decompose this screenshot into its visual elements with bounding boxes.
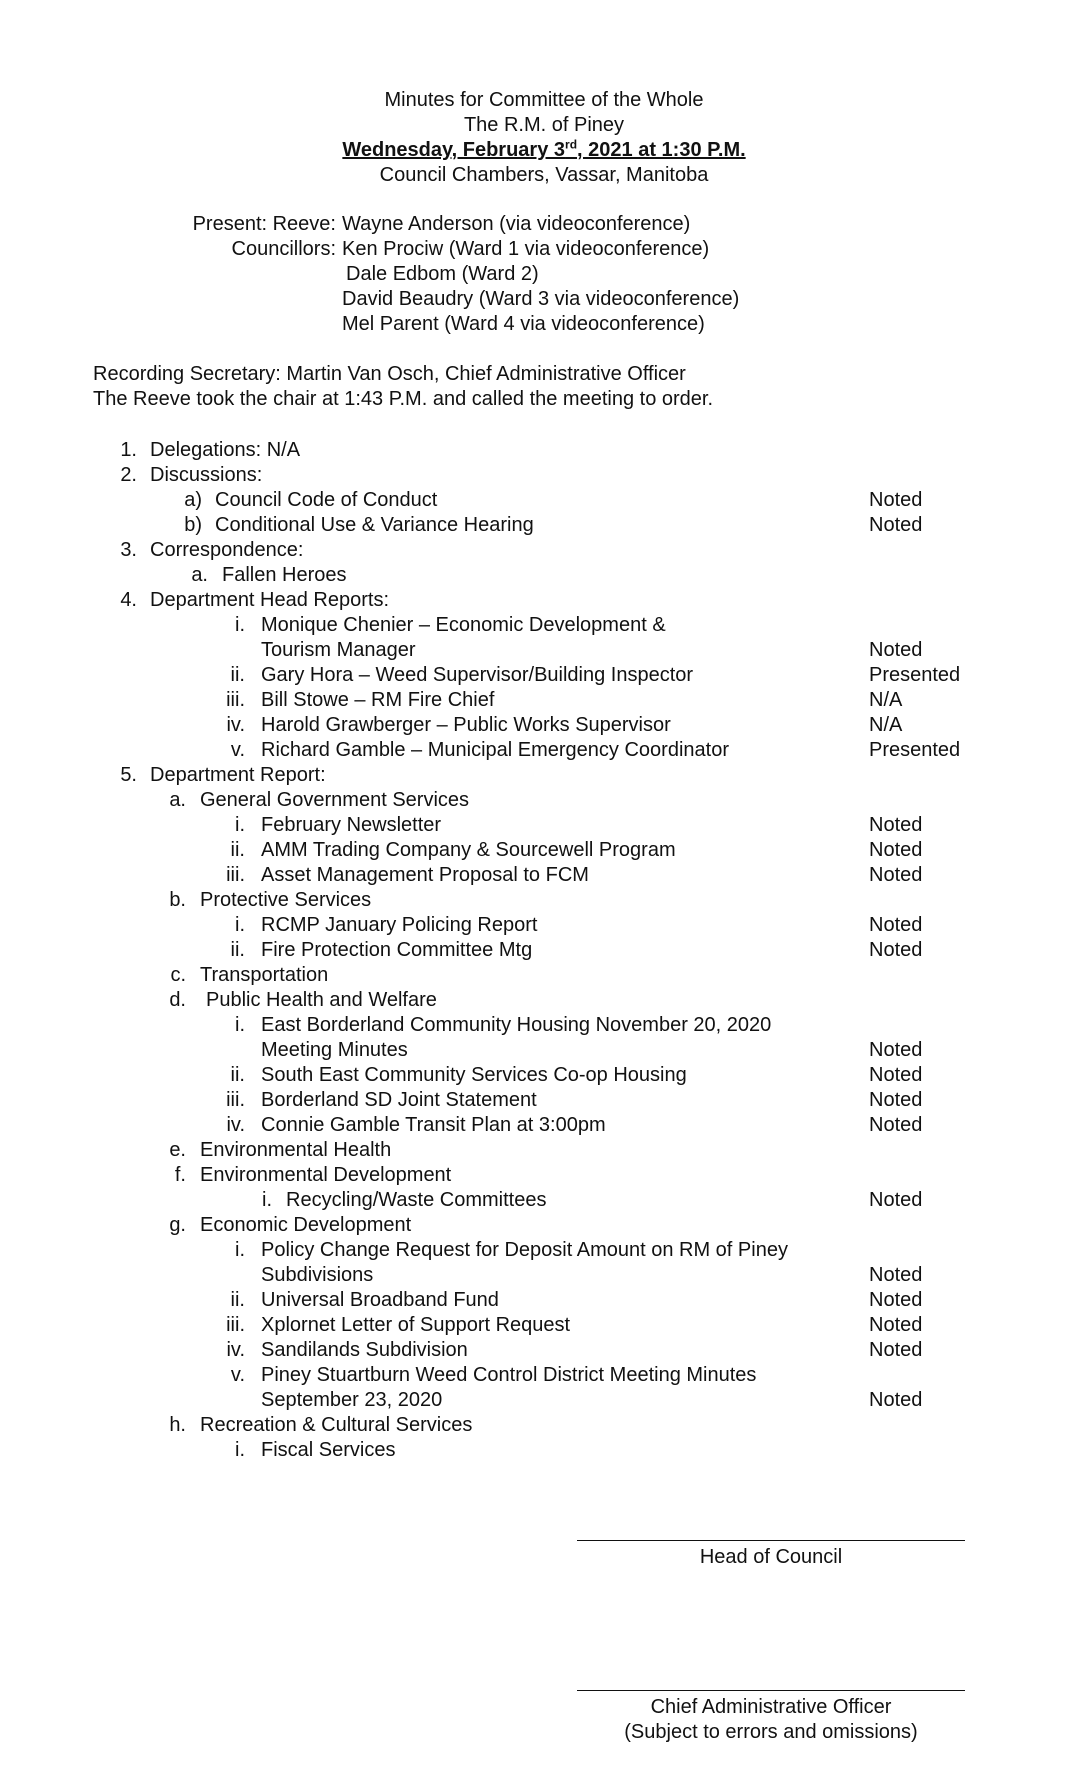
agenda-item-marker: ii.	[230, 939, 245, 961]
agenda-item-marker: a.	[169, 789, 186, 811]
agenda-item-marker: i.	[235, 814, 245, 836]
agenda-item	[0, 938, 1088, 963]
agenda-item-text: Department Report:	[150, 764, 326, 786]
agenda-item-text: Harold Grawberger – Public Works Supervisor	[261, 714, 671, 736]
agenda-item-text: Conditional Use & Variance Hearing	[215, 514, 534, 536]
agenda-item	[0, 713, 1088, 738]
agenda-item-text: Gary Hora – Weed Supervisor/Building Inspector	[261, 664, 694, 686]
agenda-item-marker: 2.	[120, 464, 137, 486]
agenda-item	[0, 1138, 1088, 1163]
agenda-item-marker: a.	[191, 564, 208, 586]
agenda-item-text: Piney Stuartburn Weed Control District Meeting Minutes	[261, 1364, 757, 1386]
meeting-location: Council Chambers, Vassar, Manitoba	[379, 164, 709, 186]
agenda-item	[0, 1013, 1088, 1038]
agenda-item-text: Subdivisions	[261, 1264, 374, 1286]
agenda-item-text: Meeting Minutes	[261, 1039, 408, 1061]
agenda-item	[0, 738, 1088, 763]
agenda-item-marker: d.	[169, 989, 186, 1011]
document-title: Minutes for Committee of the Whole	[384, 89, 704, 111]
agenda-item-marker: f.	[174, 1164, 186, 1186]
agenda-item	[0, 488, 1088, 513]
agenda-item	[0, 1388, 1088, 1413]
agenda-item-marker: ii.	[230, 1064, 245, 1086]
agenda-item-status: Presented	[869, 664, 961, 686]
agenda-item	[0, 1113, 1088, 1138]
agenda-item-marker: a)	[184, 489, 202, 511]
agenda-item-marker: b)	[184, 514, 202, 536]
agenda-item-text: Fire Protection Committee Mtg	[261, 939, 533, 961]
agenda-item	[0, 888, 1088, 913]
agenda-item	[0, 638, 1088, 663]
agenda-item	[0, 1088, 1088, 1113]
councillors-label: Councillors:	[231, 238, 336, 260]
agenda-item	[0, 663, 1088, 688]
agenda-item-marker: e.	[169, 1139, 186, 1161]
agenda-item-text: Recycling/Waste Committees	[286, 1189, 547, 1211]
signature-line	[577, 1690, 965, 1691]
agenda-item-status: Presented	[869, 739, 961, 761]
agenda-item-status: Noted	[869, 1089, 923, 1111]
agenda-list	[0, 438, 1088, 1463]
agenda-item-marker: v.	[230, 1364, 245, 1386]
head-of-council-signature	[577, 1540, 965, 1570]
agenda-item-text: Public Health and Welfare	[206, 989, 437, 1011]
agenda-item	[0, 563, 1088, 588]
document-header	[0, 88, 1088, 188]
agenda-item	[0, 1313, 1088, 1338]
agenda-item-marker: iv.	[226, 1339, 245, 1361]
agenda-item	[0, 1238, 1088, 1263]
agenda-item	[0, 1338, 1088, 1363]
agenda-item-marker: iv.	[226, 1114, 245, 1136]
agenda-item-text: Universal Broadband Fund	[261, 1289, 499, 1311]
agenda-item	[0, 688, 1088, 713]
agenda-item	[0, 863, 1088, 888]
agenda-item-status: Noted	[869, 1314, 923, 1336]
agenda-item-status: Noted	[869, 514, 923, 536]
agenda-item-text: Connie Gamble Transit Plan at 3:00pm	[261, 1114, 606, 1136]
agenda-item-text: Economic Development	[200, 1214, 412, 1236]
agenda-item-marker: iii.	[226, 1089, 245, 1111]
agenda-item-status: Noted	[869, 1339, 923, 1361]
agenda-item-marker: i.	[235, 1239, 245, 1261]
agenda-item-status: N/A	[869, 714, 903, 736]
agenda-item-text: February Newsletter	[261, 814, 442, 836]
agenda-item-marker: i.	[235, 914, 245, 936]
agenda-item-status: Noted	[869, 1064, 923, 1086]
agenda-item-status: Noted	[869, 1289, 923, 1311]
agenda-item-text: Environmental Health	[200, 1139, 392, 1161]
agenda-item-text: Department Head Reports:	[150, 589, 390, 611]
organization-name: The R.M. of Piney	[463, 114, 625, 136]
agenda-item-marker: i.	[235, 1439, 245, 1461]
agenda-item-marker: 4.	[120, 589, 137, 611]
agenda-item-marker: g.	[169, 1214, 186, 1236]
agenda-item	[0, 1213, 1088, 1238]
agenda-item-status: Noted	[869, 914, 923, 936]
agenda-item-marker: 5.	[120, 764, 137, 786]
councillor-entry: Dale Edbom (Ward 2)	[346, 263, 539, 285]
agenda-item	[0, 463, 1088, 488]
agenda-item	[0, 913, 1088, 938]
agenda-item-status: Noted	[869, 939, 923, 961]
councillor-entry: David Beaudry (Ward 3 via videoconference)	[342, 288, 740, 310]
agenda-item-status: Noted	[869, 839, 923, 861]
agenda-item-text: Monique Chenier – Economic Development &	[261, 614, 666, 636]
agenda-item-text: RCMP January Policing Report	[261, 914, 538, 936]
head-of-council-label: Head of Council	[699, 1546, 843, 1568]
agenda-item-marker: i.	[235, 614, 245, 636]
agenda-item-text: Fallen Heroes	[222, 564, 347, 586]
cao-label: Chief Administrative Officer	[650, 1696, 892, 1718]
agenda-item	[0, 538, 1088, 563]
agenda-item	[0, 788, 1088, 813]
agenda-item-status: Noted	[869, 639, 923, 661]
agenda-item-text: Fiscal Services	[261, 1439, 396, 1461]
cao-signature	[577, 1690, 965, 1745]
agenda-item-text: AMM Trading Company & Sourcewell Program	[261, 839, 676, 861]
signature-line	[577, 1540, 965, 1541]
agenda-item-text: General Government Services	[200, 789, 470, 811]
reeve-name: Wayne Anderson (via videoconference)	[342, 213, 691, 235]
agenda-item-marker: ii.	[230, 839, 245, 861]
agenda-item-status: Noted	[869, 1389, 923, 1411]
agenda-item	[0, 763, 1088, 788]
agenda-item	[0, 1163, 1088, 1188]
agenda-item	[0, 1063, 1088, 1088]
agenda-item-marker: iii.	[226, 689, 245, 711]
agenda-item-text: Bill Stowe – RM Fire Chief	[261, 689, 495, 711]
agenda-item-marker: iii.	[226, 864, 245, 886]
agenda-item	[0, 1288, 1088, 1313]
errors-note: (Subject to errors and omissions)	[624, 1721, 918, 1743]
agenda-item	[0, 1413, 1088, 1438]
agenda-item-marker: ii.	[230, 664, 245, 686]
councillor-entry: Ken Prociw (Ward 1 via videoconference)	[342, 238, 710, 260]
agenda-item-text: Correspondence:	[150, 539, 304, 561]
agenda-item-text: Environmental Development	[200, 1164, 452, 1186]
agenda-item-status: Noted	[869, 864, 923, 886]
agenda-item	[0, 963, 1088, 988]
agenda-item-status: N/A	[869, 689, 903, 711]
recording-secretary: Recording Secretary: Martin Van Osch, Chief Administrative Officer	[93, 363, 686, 385]
agenda-item-text: Borderland SD Joint Statement	[261, 1089, 537, 1111]
agenda-item-text: Policy Change Request for Deposit Amount on RM of Piney	[261, 1239, 788, 1261]
agenda-item-text: Delegations: N/A	[150, 439, 301, 461]
agenda-item-text: Sandilands Subdivision	[261, 1339, 468, 1361]
agenda-item-marker: c.	[170, 964, 186, 986]
agenda-item-text: Council Code of Conduct	[215, 489, 438, 511]
agenda-item-status: Noted	[869, 1264, 923, 1286]
agenda-item-marker: ii.	[230, 1289, 245, 1311]
meeting-date: Wednesday, February 3rd, 2021 at 1:30 P.M.	[342, 137, 746, 161]
agenda-item-text: South East Community Services Co-op Housing	[261, 1064, 687, 1086]
agenda-item	[0, 813, 1088, 838]
agenda-item	[0, 1438, 1088, 1463]
agenda-item-marker: h.	[169, 1414, 186, 1436]
agenda-item	[0, 513, 1088, 538]
agenda-item-marker: b.	[169, 889, 186, 911]
agenda-item	[0, 838, 1088, 863]
recording-block	[93, 362, 713, 412]
agenda-item-marker: i.	[235, 1014, 245, 1036]
agenda-item-marker: i.	[262, 1189, 272, 1211]
agenda-item	[0, 613, 1088, 638]
agenda-item	[0, 1263, 1088, 1288]
agenda-item-status: Noted	[869, 1114, 923, 1136]
chair-statement: The Reeve took the chair at 1:43 P.M. and called the meeting to order.	[93, 388, 714, 410]
agenda-item-text: Recreation & Cultural Services	[200, 1414, 473, 1436]
agenda-item	[0, 988, 1088, 1013]
agenda-item-text: Xplornet Letter of Support Request	[261, 1314, 571, 1336]
agenda-item-text: Transportation	[200, 964, 329, 986]
reeve-label: Present: Reeve:	[192, 213, 336, 235]
agenda-item-marker: iv.	[226, 714, 245, 736]
agenda-item-status: Noted	[869, 814, 923, 836]
agenda-item	[0, 1363, 1088, 1388]
agenda-item-status: Noted	[869, 1189, 923, 1211]
agenda-item	[0, 588, 1088, 613]
attendance-block	[0, 212, 1088, 337]
agenda-item-text: Richard Gamble – Municipal Emergency Coordinator	[261, 739, 729, 761]
agenda-item-text: East Borderland Community Housing November 20, 2020	[261, 1014, 772, 1036]
agenda-item	[0, 1188, 1088, 1213]
agenda-item-status: Noted	[869, 1039, 923, 1061]
agenda-item-text: Tourism Manager	[261, 639, 416, 661]
agenda-item-text: September 23, 2020	[261, 1389, 443, 1411]
councillor-entry: Mel Parent (Ward 4 via videoconference)	[342, 313, 705, 335]
agenda-item	[0, 438, 1088, 463]
agenda-item-marker: iii.	[226, 1314, 245, 1336]
agenda-item	[0, 1038, 1088, 1063]
agenda-item-marker: v.	[230, 739, 245, 761]
agenda-item-status: Noted	[869, 489, 923, 511]
agenda-item-marker: 1.	[120, 439, 137, 461]
agenda-item-text: Asset Management Proposal to FCM	[261, 864, 589, 886]
agenda-item-marker: 3.	[120, 539, 137, 561]
agenda-item-text: Protective Services	[200, 889, 372, 911]
agenda-item-text: Discussions:	[150, 464, 263, 486]
